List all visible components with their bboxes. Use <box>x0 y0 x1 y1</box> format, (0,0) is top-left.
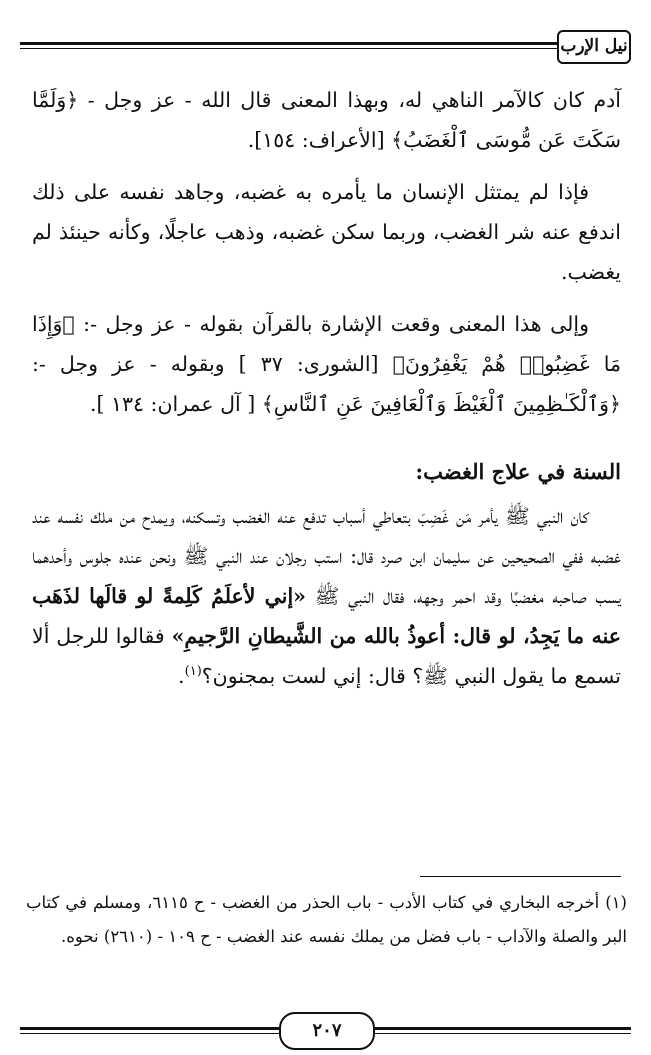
footnote-separator <box>420 876 621 877</box>
main-text <box>32 80 621 696</box>
paragraph-2: فإذا لم يمتثل الإنسان ما يأمره به غضبه، وجاهد نفسه على ذلك اندفع عنه شر الغضب، وربما سكن غضبه، وذهب عاجلًا، وكأنه حينئذ لم يغضب. <box>32 180 621 284</box>
footnote-marker[interactable]: (١) <box>184 664 202 680</box>
paragraph-4-text-a: كان النبي ﷺ يأمر مَن غَضِبَ بتعاطي أسباب تدفع عنه الغضب وتسكنه، ويمدح من ملك نفسه عند غضبه ففي الصحيحين عن سليمان ابن صرد قال: استب رجلان عند النبي ﷺ ونحن عنده جلوس وأحدهما يسب صاحبه مغضبًا وقد احمر وجهه، فقال النبي ﷺ <box>32 504 622 608</box>
section-heading: السنة في علاج الغضب: <box>415 459 621 484</box>
header-rule <box>20 42 565 45</box>
paragraph-1: آدم كان كالآمر الناهي له، وبهذا المعنى قال الله - عز وجل - ﴿وَلَمَّا سَكَتَ عَن مُّوسَى ٱلْغَضَبُ﴾ [الأعراف: ١٥٤]. <box>32 88 621 152</box>
header-rule-thin <box>20 48 565 49</box>
hadith-quote: «إني لأعلَمُ كَلِمةً لو قالَها لذَهَب عنه ما يَجِدُ، لو قال: أعوذُ بالله من الشَّيطانِ الرَّجيمِ» <box>32 584 621 648</box>
paragraph-4 <box>32 496 621 696</box>
running-header-title: نيل الإرب <box>557 30 631 64</box>
paragraph-4-end: . <box>178 664 185 688</box>
paragraph-3: وإلى هذا المعنى وقعت الإشارة بالقرآن بقوله - عز وجل -: ﴿وَإِذَا مَا غَضِبُوا۟ هُمْ يَغْفِرُونَ﴾ [الشورى: ٣٧ ] وبقوله - عز وجل -: ﴿وَٱلْكَـٰظِمِينَ ٱلْغَيْظَ وَٱلْعَافِينَ عَنِ ٱلنَّاسِ﴾ [ آل عمران: ١٣٤ ]. <box>32 312 621 416</box>
paragraph-4-text-b: فقالوا للرجل ألا تسمع ما يقول النبي ﷺ؟ قال: إني لست بمجنون؟ <box>32 624 621 688</box>
footnote-1: (١) أخرجه البخاري في كتاب الأدب - باب الحذر من الغضب - ح ٦١١٥، ومسلم في كتاب البر والصلة والآداب - باب فضل من يملك نفسه عند الغضب - ح ١٠٩ - (٢٦١٠) نحوه. <box>26 893 627 946</box>
page-number: ٢٠٧ <box>279 1012 375 1050</box>
